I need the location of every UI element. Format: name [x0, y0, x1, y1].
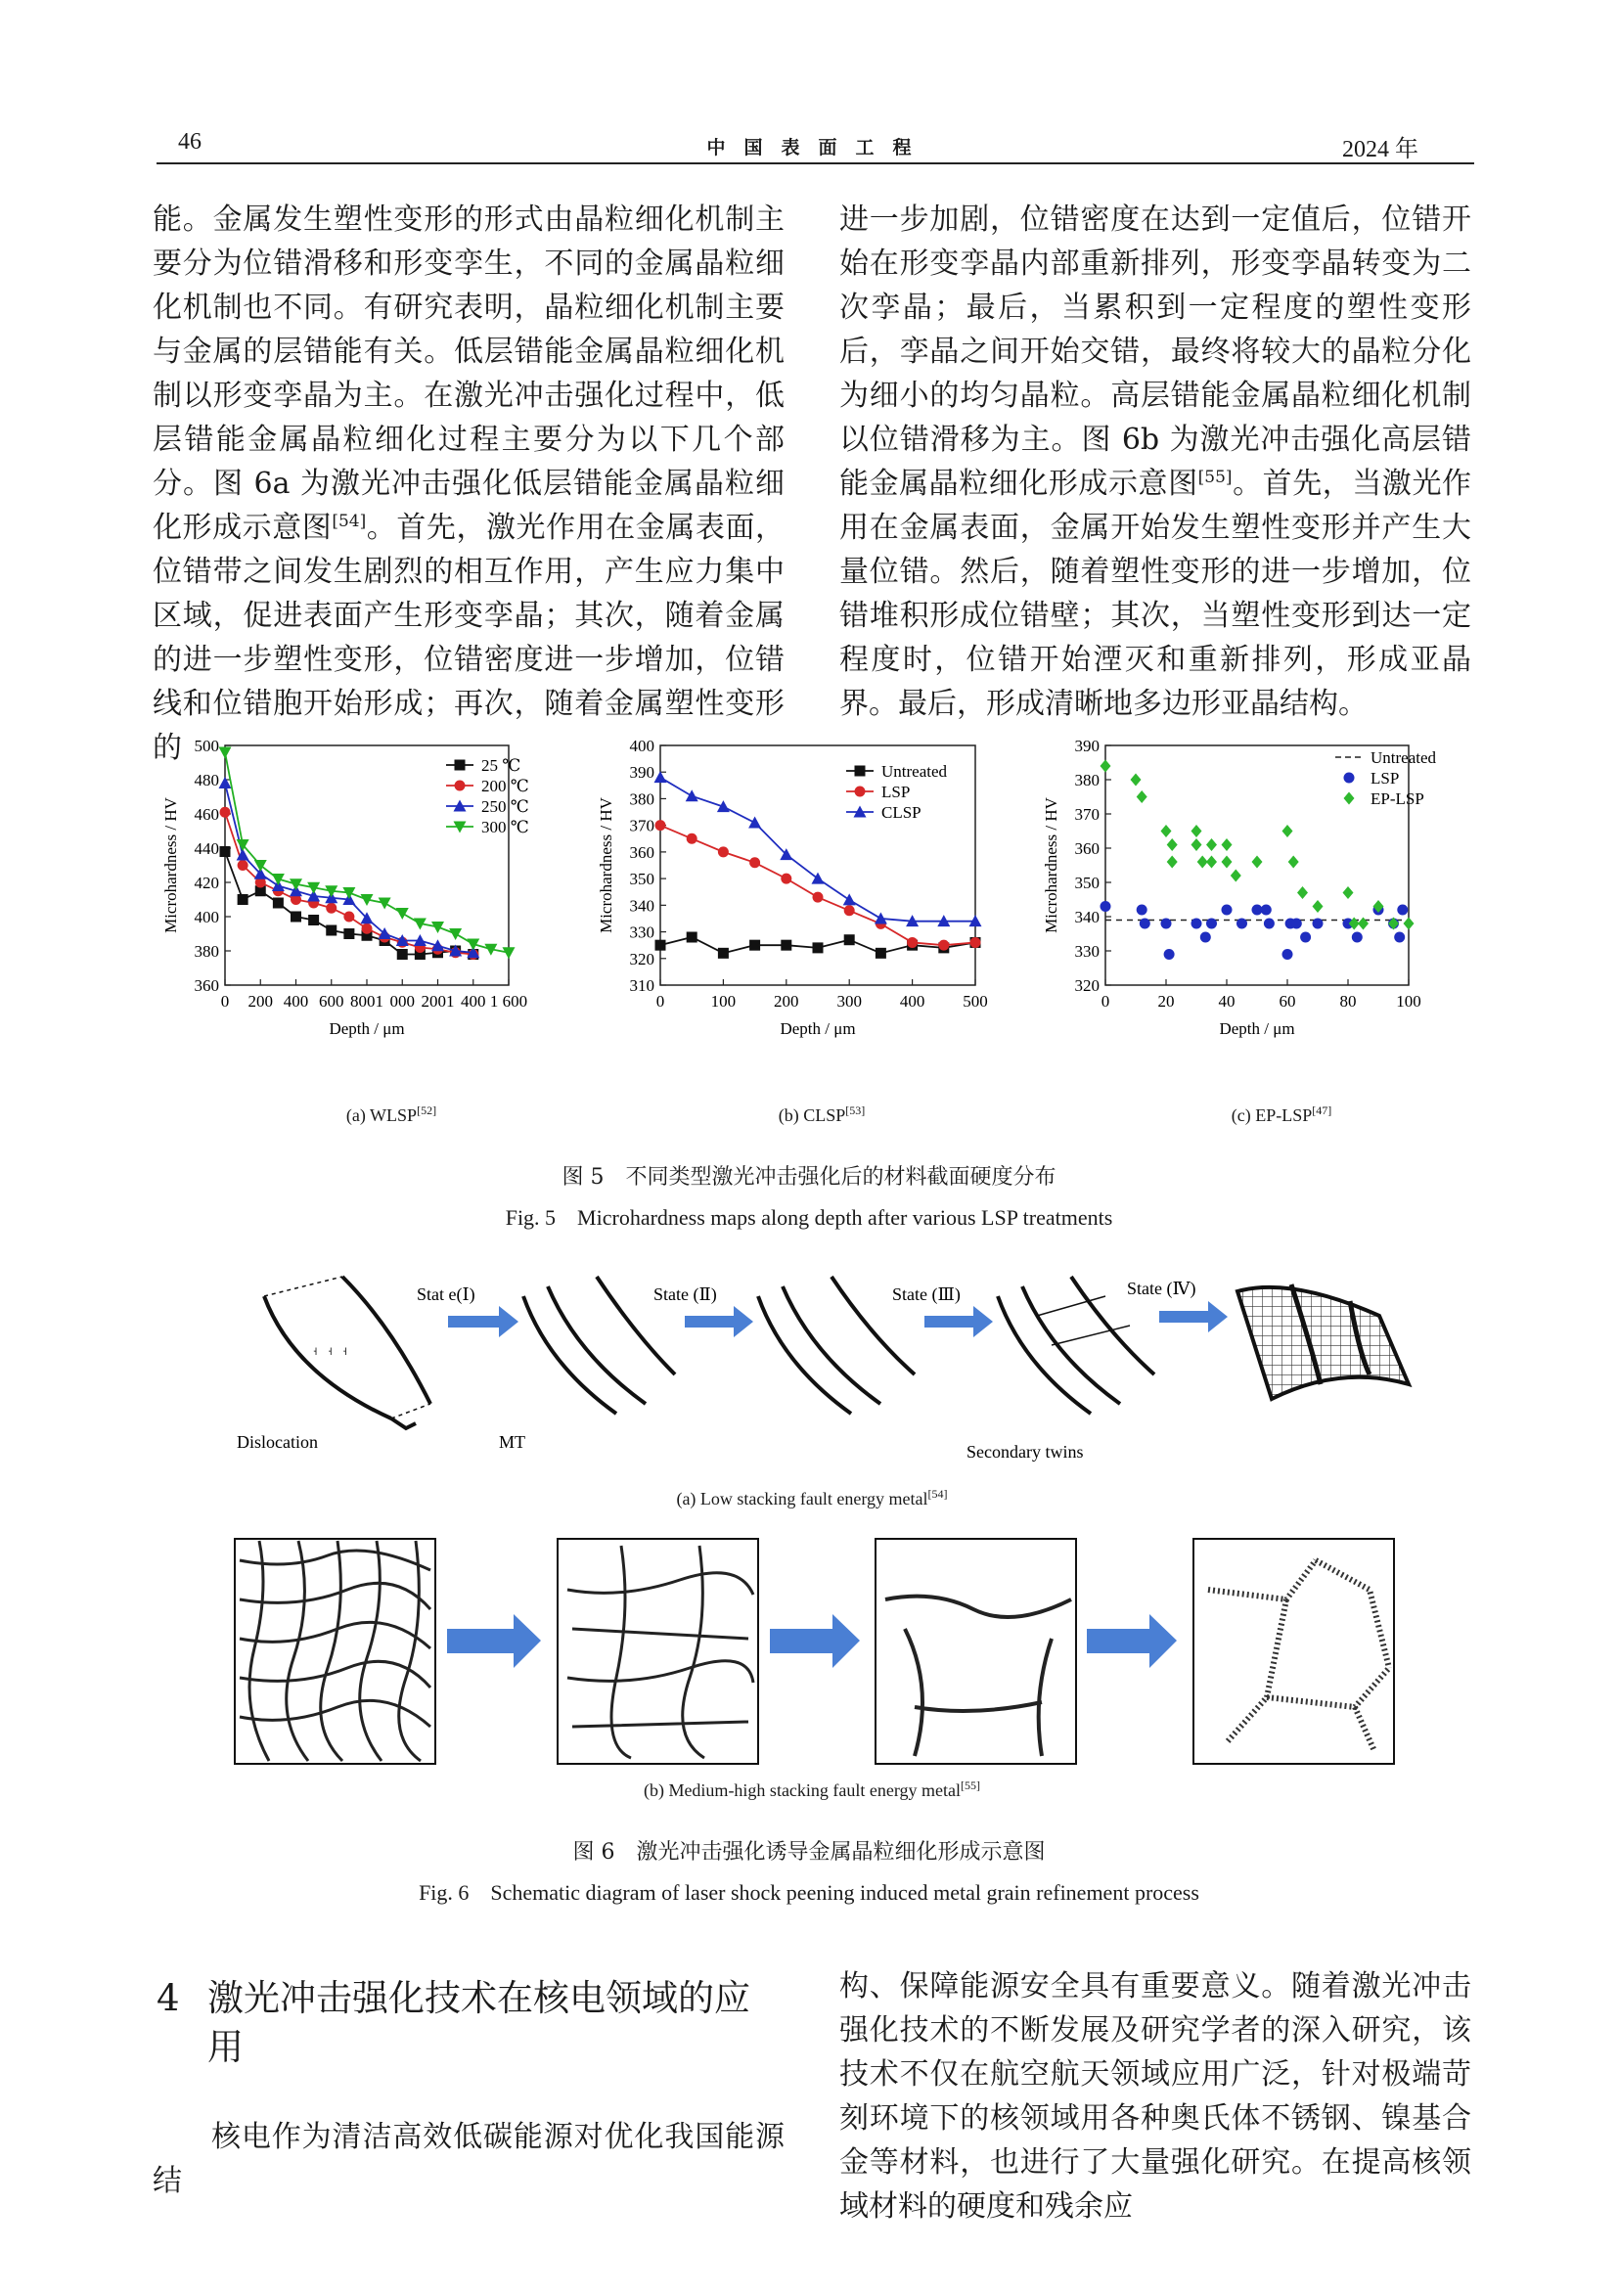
data-point: [813, 892, 824, 903]
legend-marker: [455, 781, 466, 791]
x-tick-label: 400: [899, 992, 925, 1011]
data-point: [1236, 919, 1247, 929]
dislocation-marks: ˧ ˧ ˧: [313, 1346, 347, 1358]
arrow-1: [448, 1306, 518, 1337]
series-line: [660, 826, 975, 946]
y-axis-label: Microhardness / HV: [1042, 797, 1060, 933]
legend-label: Untreated: [1371, 748, 1437, 767]
data-point: [748, 816, 761, 828]
data-point: [1222, 838, 1233, 851]
fig6a-schematic: [225, 1257, 1418, 1482]
data-point: [1131, 774, 1142, 787]
x-axis-label: Depth / μm: [780, 1019, 856, 1038]
data-point: [1167, 838, 1178, 851]
fig6b-subcaption: (b) Medium-high stacking fault energy metal[55]: [643, 1778, 981, 1800]
data-point: [718, 846, 729, 857]
stage2-twins: [758, 1277, 915, 1414]
arrow-b2: [770, 1614, 860, 1668]
legend-label: EP-LSP: [1371, 789, 1424, 808]
right-column: [839, 198, 1471, 726]
data-point: [326, 903, 337, 914]
x-tick-label: 300: [836, 992, 862, 1011]
arrow-2: [685, 1306, 753, 1337]
legend-marker: [1344, 773, 1355, 784]
y-tick-label: 460: [194, 805, 219, 824]
data-point: [396, 908, 409, 920]
data-point: [717, 800, 730, 812]
y-tick-label: 370: [1074, 805, 1100, 824]
stage0-grain: [264, 1277, 430, 1428]
y-tick-label: 420: [194, 874, 219, 892]
data-point: [1101, 760, 1111, 773]
data-point: [326, 925, 337, 936]
data-point: [844, 905, 855, 916]
legend-label: CLSP: [881, 803, 921, 822]
data-point: [1397, 905, 1408, 916]
data-point: [1200, 932, 1211, 943]
data-point: [219, 747, 232, 759]
panel-1-dislocations: [235, 1539, 435, 1764]
y-tick-label: 440: [194, 839, 219, 858]
series-0: [1101, 901, 1409, 960]
stage1-twins: [523, 1277, 675, 1414]
data-point: [781, 940, 791, 951]
y-tick-label: 480: [194, 771, 219, 789]
page-number: 46: [178, 129, 202, 155]
left-paragraph: [153, 198, 785, 770]
y-tick-label: 350: [1074, 874, 1100, 892]
data-point: [1191, 919, 1202, 929]
y-tick-label: 390: [1074, 737, 1100, 755]
y-tick-label: 360: [194, 976, 219, 995]
header-rule: [157, 162, 1474, 164]
section-heading: [157, 1974, 792, 2072]
x-tick-label: 20: [1157, 992, 1175, 1011]
right-paragraph: [839, 198, 1471, 726]
y-tick-label: 390: [629, 763, 654, 783]
section-title: 激光冲击强化技术在核电领域的应用: [207, 1977, 750, 2068]
series-1: [655, 820, 981, 951]
y-tick-label: 340: [1074, 908, 1100, 926]
data-point: [1206, 919, 1217, 929]
series-1: [1101, 760, 1415, 930]
stage4-refined-grain: [1237, 1284, 1409, 1399]
plot-frame: [225, 745, 509, 985]
citation-54: [54]: [332, 512, 367, 531]
legend-marker: [455, 760, 466, 771]
x-tick-label: 2001: [421, 992, 455, 1011]
data-point: [1261, 905, 1272, 916]
data-point: [1291, 919, 1302, 929]
data-point: [812, 873, 825, 884]
fig6-caption-en: Fig. 6 Schematic diagram of laser shock peening induced metal grain refinement process: [419, 1880, 1199, 1905]
data-point: [749, 857, 760, 868]
legend: [446, 756, 529, 836]
data-point: [655, 820, 666, 831]
y-tick-label: 380: [629, 789, 654, 809]
legend-label: LSP: [881, 783, 911, 801]
left-text-end: 。首先，激光作用在金属表面，位错带之间发生剧烈的相互作用，产生应力集中区域，促进表面产生形变孪晶；其次，随着金属的进一步塑性变形，位错密度进一步增加，位错线和位错胞开始形成；再次，随着金属塑性变形的: [153, 511, 785, 765]
x-tick-label: 0: [655, 992, 665, 1011]
x-axis-label: Depth / μm: [1219, 1019, 1295, 1038]
data-point: [1404, 918, 1415, 930]
data-point: [655, 940, 666, 951]
data-point: [687, 932, 697, 943]
y-tick-label: 350: [629, 870, 654, 889]
data-point: [397, 949, 408, 960]
x-tick-label: 200: [774, 992, 799, 1011]
data-point: [1288, 856, 1299, 869]
arrow-b1: [447, 1614, 541, 1668]
data-point: [1300, 932, 1311, 943]
legend-label: 25 ℃: [481, 756, 521, 775]
series-2: [654, 771, 982, 926]
data-point: [1264, 919, 1275, 929]
data-point: [291, 912, 301, 923]
y-axis-label: Microhardness / HV: [597, 797, 615, 933]
data-point: [1313, 919, 1324, 929]
label-mt: MT: [499, 1432, 525, 1452]
panel-2-dislocation-walls: [558, 1539, 758, 1764]
x-tick-label: 600: [319, 992, 344, 1011]
subcaption-c: (c) EP-LSP[47]: [1231, 1103, 1332, 1125]
chart-wlsp: [147, 734, 587, 1096]
journal-year: 2024 年: [1342, 137, 1418, 162]
legend-marker: [855, 766, 866, 777]
x-tick-label: 1 600: [489, 992, 528, 1011]
data-point: [1352, 932, 1363, 943]
y-tick-label: 310: [629, 976, 654, 995]
data-point: [718, 948, 729, 959]
data-point: [1358, 918, 1369, 930]
data-point: [1191, 838, 1202, 851]
label-state1: Stat e(Ⅰ): [417, 1284, 475, 1304]
bottom-right-text: 构、保障能源安全具有重要意义。随着激光冲击强化技术的不断发展及研究学者的深入研究，该技术不仅在航空航天领域应用广泛，针对极端苛刻环境下的核领域用各种奥氏体不锈钢、镍基合金等材料，也进行了大量强化研究。在提高核领域材料的硬度和残余应: [839, 1969, 1471, 2224]
data-point: [362, 923, 373, 934]
data-point: [781, 874, 791, 884]
right-text-end: 。首先，当激光作用在金属表面，金属开始发生塑性变形并产生大量位错。然后，随着塑性变形的进一步增加，位错堆积形成位错壁；其次，当塑性变形到达一定程度时，位错开始湮灭和重新排列，形成亚晶界。最后，形成清晰地多边形亚晶结构。: [839, 467, 1471, 721]
x-tick-label: 60: [1279, 992, 1296, 1011]
arrow-4: [1159, 1301, 1228, 1332]
data-point: [343, 928, 354, 939]
y-tick-label: 320: [1074, 976, 1100, 995]
fig6b-schematic: [230, 1531, 1404, 1776]
y-tick-label: 500: [194, 737, 219, 755]
x-tick-label: 8001: [350, 992, 383, 1011]
y-tick-label: 360: [629, 842, 654, 862]
data-point: [238, 894, 248, 905]
legend: [846, 762, 948, 822]
label-dislocation: Dislocation: [237, 1432, 318, 1452]
data-point: [379, 898, 391, 910]
arrow-b3: [1087, 1614, 1177, 1668]
y-tick-label: 330: [629, 923, 654, 942]
journal-title: 中 国 表 面 工 程: [706, 137, 912, 158]
data-point: [970, 937, 981, 948]
arrow-3: [924, 1306, 993, 1337]
data-point: [503, 947, 516, 959]
label-secondary-twins: Secondary twins: [966, 1442, 1084, 1462]
data-point: [749, 940, 760, 951]
data-point: [431, 922, 444, 933]
y-tick-label: 360: [1074, 839, 1100, 858]
x-tick-label: 0: [1101, 992, 1110, 1011]
data-point: [813, 942, 824, 953]
legend-marker: [855, 787, 866, 797]
legend-marker: [1344, 792, 1355, 805]
label-state4: State (Ⅳ): [1127, 1279, 1196, 1298]
x-tick-label: 40: [1218, 992, 1236, 1011]
data-point: [1394, 932, 1405, 943]
x-tick-label: 000: [389, 992, 415, 1011]
data-point: [273, 898, 284, 909]
data-point: [343, 912, 354, 923]
panel-4-polygonal-subgrains: [1193, 1539, 1394, 1764]
y-axis-label: Microhardness / HV: [161, 797, 180, 933]
data-point: [654, 771, 667, 783]
panel-3-subgrain-boundaries: [876, 1539, 1076, 1764]
data-point: [1137, 905, 1147, 916]
x-tick-label: 400: [283, 992, 309, 1011]
data-point: [1343, 886, 1354, 899]
left-column: [153, 198, 785, 770]
data-point: [938, 940, 949, 951]
legend-label: 200 ℃: [481, 777, 529, 795]
label-state3: State (Ⅲ): [892, 1284, 961, 1304]
fig6a-subcaption: (a) Low stacking fault energy metal[54]: [676, 1487, 948, 1508]
data-point: [876, 948, 886, 959]
citation-55: [55]: [1197, 468, 1233, 487]
data-point: [1167, 856, 1178, 869]
chart-clsp: [587, 734, 1037, 1096]
data-point: [1313, 900, 1324, 913]
subcaption-b: (b) CLSP[53]: [778, 1103, 866, 1125]
x-tick-label: 400: [461, 992, 486, 1011]
data-point: [220, 846, 231, 857]
data-point: [238, 860, 248, 871]
left-text: 能。金属发生塑性变形的形式由晶粒细化机制主要分为位错滑移和形变孪生，不同的金属晶粒细化机制也不同。有研究表明，晶粒细化机制主要与金属的层错能有关。低层错能金属晶粒细化机制以形变孪晶为主。在激光冲击强化过程中，低层错能金属晶粒细化过程主要分为以下几个部分。图 6a 为激光冲击强化低层错能金属晶粒细化形成示意图: [153, 203, 785, 545]
legend-label: Untreated: [881, 762, 948, 781]
data-point: [1140, 919, 1150, 929]
data-point: [1161, 919, 1172, 929]
data-point: [1206, 838, 1217, 851]
data-point: [1161, 825, 1172, 837]
data-point: [1101, 901, 1111, 912]
fig5-caption-cn: 图 5 不同类型激光冲击强化后的材料截面硬度分布: [562, 1165, 1056, 1190]
y-tick-label: 370: [629, 816, 654, 835]
x-tick-label: 100: [1396, 992, 1421, 1011]
data-point: [1252, 856, 1263, 869]
data-point: [1297, 886, 1308, 899]
x-tick-label: 100: [710, 992, 737, 1011]
data-point: [1231, 870, 1241, 882]
data-point: [907, 937, 918, 948]
legend-label: 300 ℃: [481, 818, 529, 836]
series-0: [655, 932, 981, 959]
data-point: [844, 934, 855, 945]
bottom-left-text: 核电作为清洁高效低碳能源对优化我国能源结: [153, 2120, 785, 2198]
fig5-caption-en: Fig. 5 Microhardness maps along depth after various LSP treatments: [505, 1205, 1113, 1230]
y-tick-label: 380: [1074, 771, 1100, 789]
data-point: [1206, 856, 1217, 869]
data-point: [1137, 790, 1147, 803]
y-tick-label: 320: [629, 949, 654, 968]
data-point: [220, 807, 231, 818]
legend-label: LSP: [1371, 769, 1400, 788]
data-point: [1222, 856, 1233, 869]
y-tick-label: 380: [194, 942, 219, 961]
data-point: [1164, 949, 1175, 960]
x-axis-label: Depth / μm: [329, 1019, 405, 1038]
data-point: [1282, 825, 1293, 837]
legend: [1335, 748, 1437, 808]
x-tick-label: 500: [963, 992, 988, 1011]
right-text: 进一步加剧，位错密度在达到一定值后，位错开始在形变孪晶内部重新排列，形变孪晶转变为二次孪晶；最后，当累积到一定程度的塑性变形后，孪晶之间开始交错，最终将较大的晶粒分化为细小的均匀晶粒。高层错能金属晶粒细化机制以位错滑移为主。图 6b 为激光冲击强化高层错能金属晶粒细化形成示意图: [839, 203, 1471, 501]
data-point: [687, 833, 697, 844]
data-point: [843, 893, 856, 905]
data-point: [1282, 949, 1293, 960]
y-tick-label: 330: [1074, 942, 1100, 961]
data-point: [308, 915, 319, 925]
x-tick-label: 80: [1339, 992, 1357, 1011]
x-tick-label: 200: [247, 992, 273, 1011]
data-point: [1222, 905, 1233, 916]
y-tick-label: 400: [629, 737, 654, 755]
data-point: [686, 789, 698, 801]
x-tick-label: 0: [220, 992, 230, 1011]
y-tick-label: 400: [194, 908, 219, 926]
fig6-caption-cn: 图 6 激光冲击强化诱导金属晶粒细化形成示意图: [572, 1840, 1046, 1865]
subcaption-a: (a) WLSP[52]: [345, 1103, 437, 1125]
data-point: [1388, 918, 1399, 930]
data-point: [1191, 825, 1202, 837]
data-point: [449, 928, 462, 940]
legend-label: 250 ℃: [481, 797, 529, 816]
section-number: 4: [157, 1977, 180, 2019]
label-state2: State (Ⅱ): [653, 1284, 717, 1304]
y-tick-label: 340: [629, 896, 654, 916]
chart-ep-lsp: [1037, 734, 1487, 1096]
data-point: [342, 887, 355, 899]
